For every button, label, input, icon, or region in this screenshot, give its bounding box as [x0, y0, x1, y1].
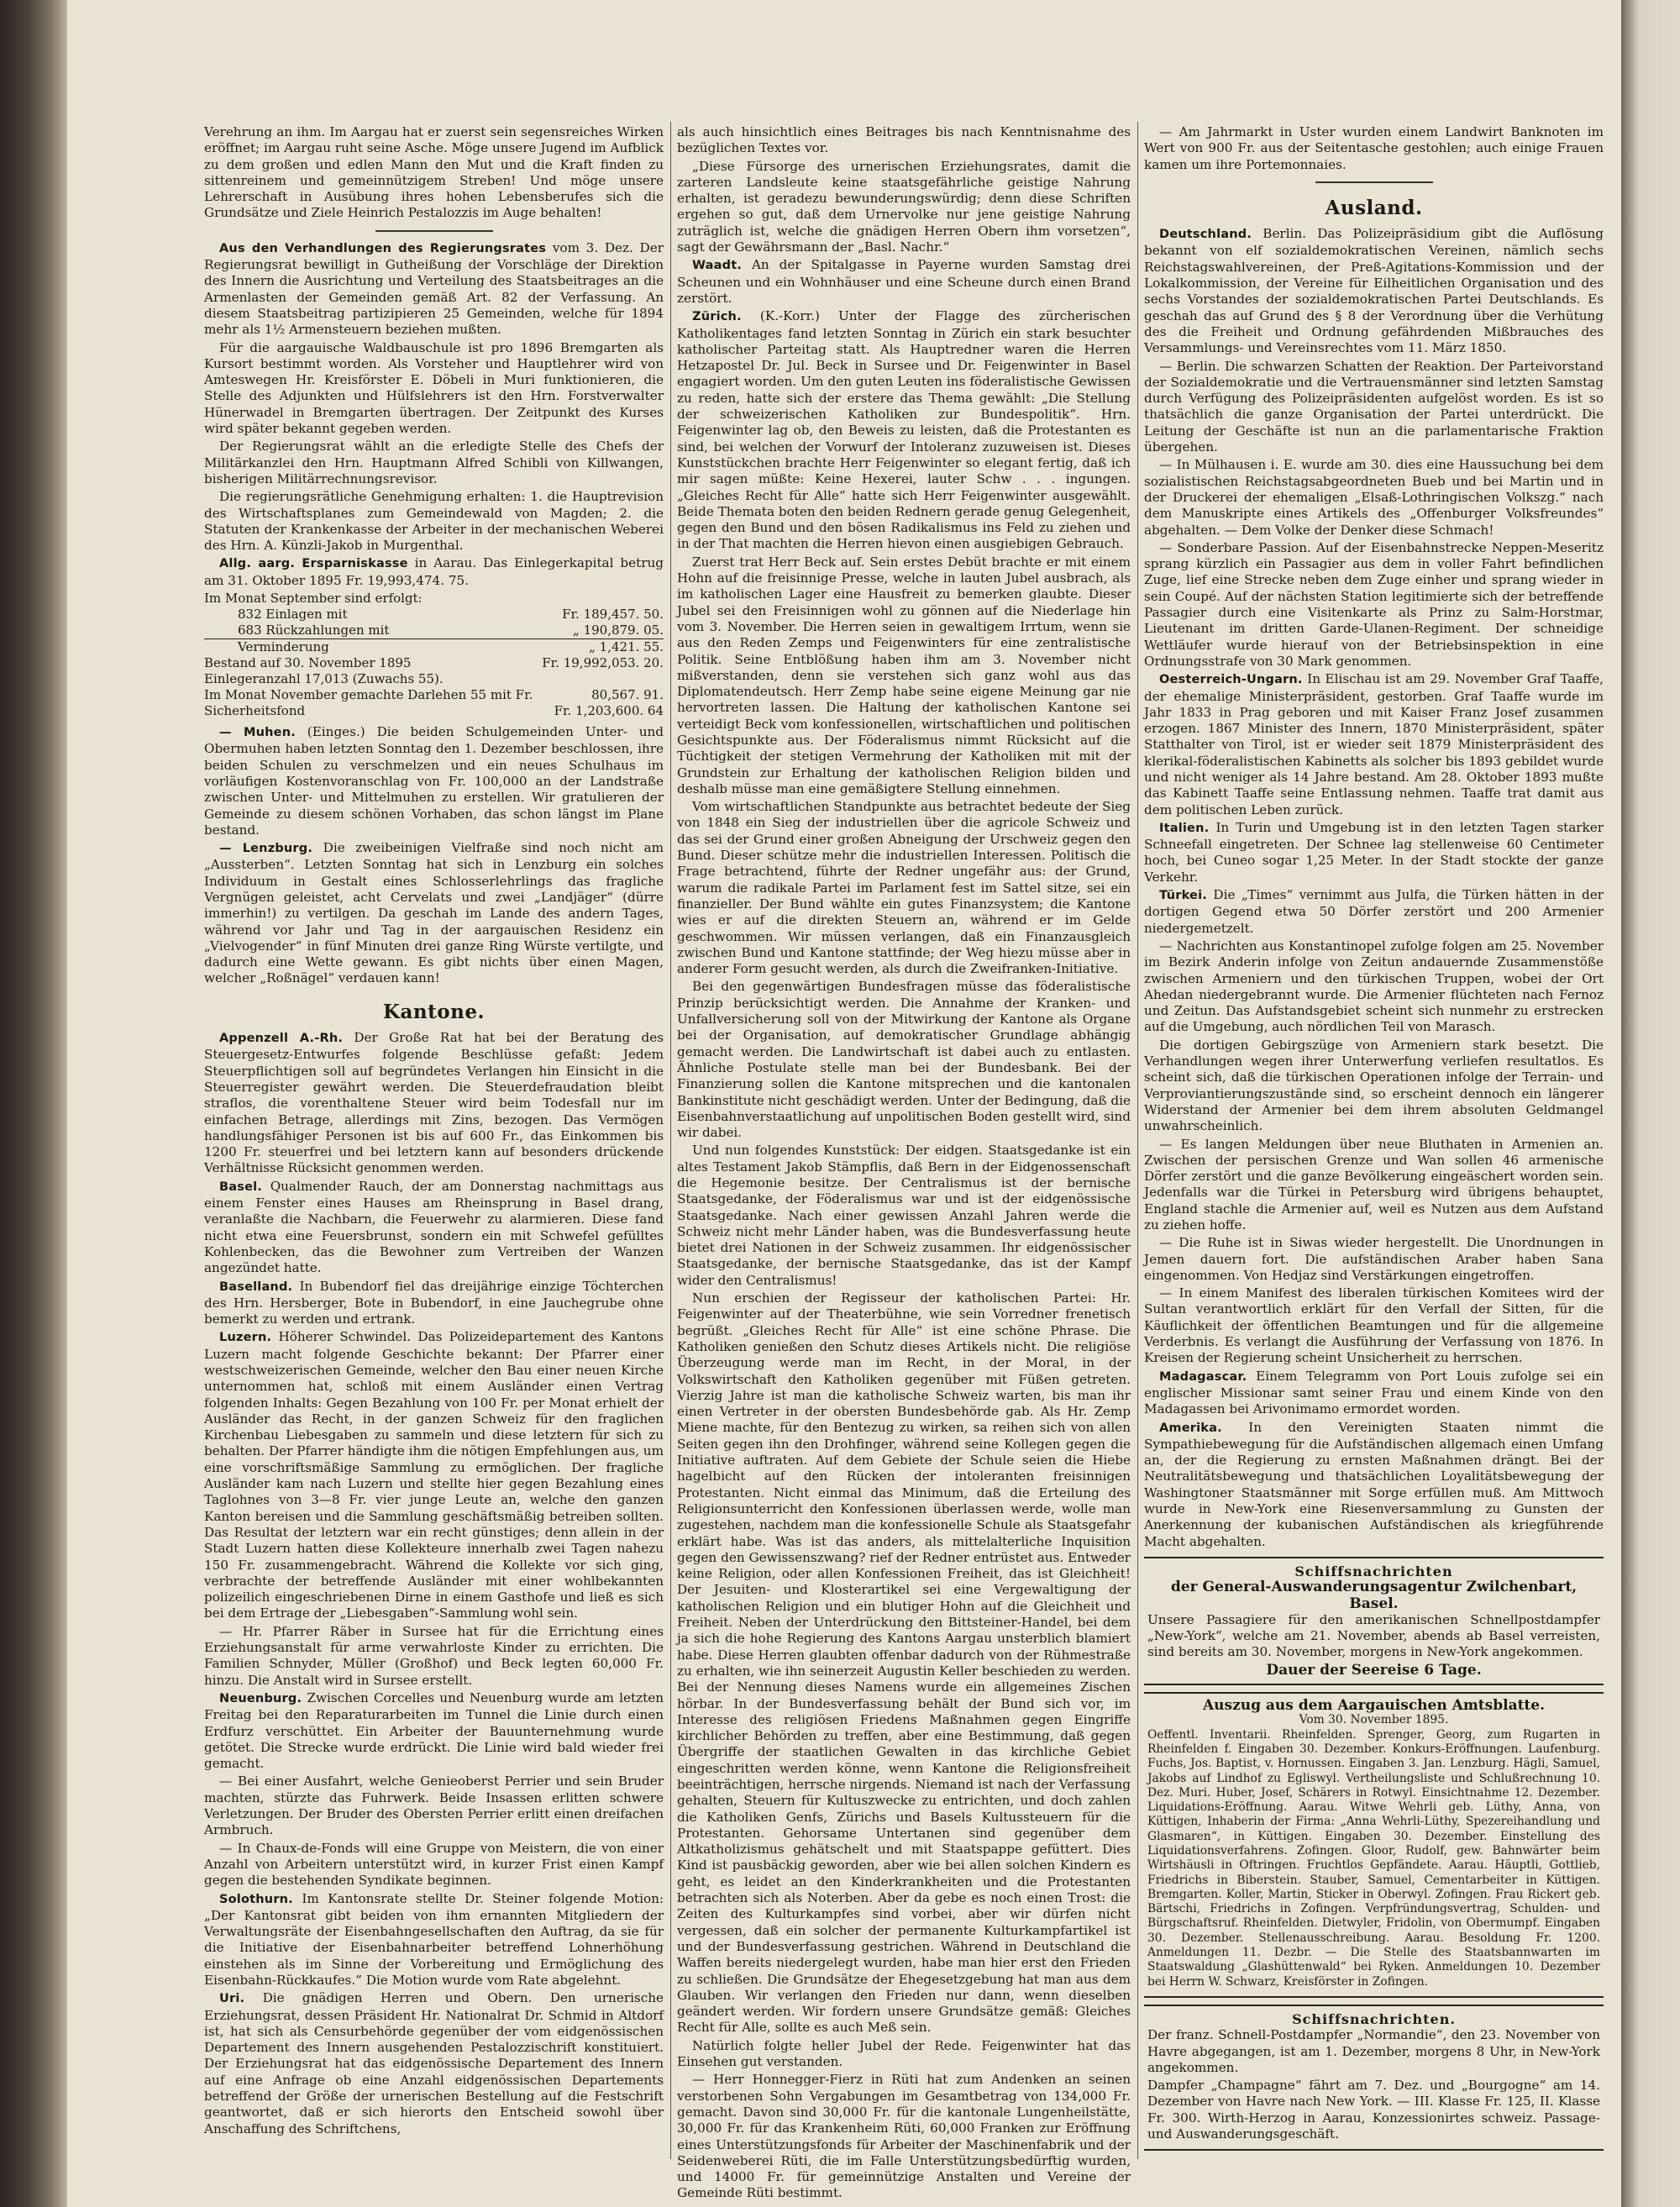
- article-keyword: — Lenzburg.: [219, 842, 313, 856]
- section-heading-ausland: Ausland.: [1325, 196, 1423, 219]
- ad-title: Schiffsnachrichten: [1294, 1563, 1453, 1579]
- article-keyword: Uri.: [219, 1992, 245, 2006]
- article-paragraph: Die regierungsrätliche Genehmigung erhalten: 1. die Hauptrevision des Wirtschaftsplanes zum Gemeindewald von Magden; 2. die Statuten der Krankenkasse der Arbeiter in der mechanischen Weberei des Hrn. A. Künzli-Jakob in Murgenthal.: [204, 489, 664, 554]
- column-3: [1144, 124, 1604, 2157]
- ledger-label: 683 Rückzahlungen mit: [238, 623, 390, 638]
- ledger-label: 832 Einlagen mit: [238, 607, 348, 623]
- article-paragraph: — In Chaux-de-Fonds will eine Gruppe von Meistern, die von einer Anzahl von Arbeitern unterstützt wird, in kurzer Frist einen Kampf gegen die bestehenden Syndikate beginnen.: [204, 1840, 664, 1889]
- article-text: In Bubendorf fiel das dreijährige einzige Töchterchen des Hrn. Hersberger, Bote in Bubendorf, in eine Jauchegrube ohne bemerkt zu werden und ertrank.: [204, 1278, 664, 1327]
- article-keyword: Neuenburg.: [219, 1691, 302, 1705]
- ledger-value: 80,567. 91.: [591, 687, 664, 703]
- article-keyword: Luzern.: [219, 1331, 272, 1345]
- article-paragraph: — Am Jahrmarkt in Uster wurden einem Landwirt Banknoten im Wert von 900 Fr. aus der Seitentasche gestohlen; auch einige Frauen kamen um ihre Portemonnaies.: [1144, 124, 1604, 172]
- article-paragraph: Vom wirtschaftlichen Standpunkte aus betrachtet bedeute der Sieg von 1848 ein Sieg der industriellen über die agricole Schweiz und das sei der Grund einer großen Abneigung der Urschweiz gegen den Bund. Dieser schütze mehr die industriellen Interessen. Politisch die Frage betrachtend, führte der Redner ungefähr aus: der Grund, warum die radikale Partei im Parlament fest im Sattel sitze, sei ein finanzieller. Der Bund wählte ein gutes Finanzsystem; die Kantone wies er auf die direkten Steuern an, während er im Gelde geschwommen. Wir müssen verlangen, daß ein Finanzausgleich zwischen Bund und Kantone stattfinde; der Weg hiezu müsse aber in anderer Form gesucht werden, als durch die Zweifranken-Initiative.: [677, 799, 1131, 977]
- book-binding: [0, 0, 67, 2207]
- ledger-heading: Im Monat September sind erfolgt:: [204, 591, 423, 607]
- article-text: Höherer Schwindel. Das Polizeidepartement des Kantons Luzern macht folgende Geschichte bekannt: Der Pfarrer einer westschweizerischen Gemeinde, welcher den Bau einer neuen Kirche unternommen hat, schloß mit einem Ausländer einen Vertrag folgenden Inhalts: Gegen Bezahlung von 100 Fr. per Monat erhielt der Ausländer das Recht, in der ganzen Schweiz für den fraglichen Kirchenbau Liebesgaben zu sammeln und diese letztern für sich zu behalten. Der Pfarrer händigte ihm die nötigen Empfehlungen aus, um eine vorschriftsmäßige Sammlung zu ermöglichen. Der fragliche Ausländer kam nach Luzern und stellte hier gegen Bezahlung eines Taglohnes von 3—8 Fr. vier junge Leute an, welche den ganzen Kanton bereisen und die Sammlung geschäftsmäßig betreiben sollten. Das Resultat der letztern war ein recht günstiges; denn allein in der Stadt Luzern hatten diese Kollekteure innerhalb zwei Tagen nahezu 150 Fr. zusammengebracht. Während die Kollekte vor sich ging, verbrachte der betreffende Ausländer mit einer wohlbekannten polizeilich eingeschriebenen Dirne in einem Gasthofe und ließ es sich bei dem Ertrage der „Liebesgaben“-Sammlung wohl sein.: [204, 1329, 664, 1621]
- shipping-notice-ad-2: [1144, 2005, 1604, 2151]
- article-text: (K.-Korr.) Unter der Flagge des zürcherischen Katholikentages fand letzten Sonntag in Zürich ein stark besuchter katholischer Parteitag statt. Als Hauptredner waren die Herren Hetzapostel Dr. Jul. Beck in Sursee und Dr. Feigenwinter in Basel engagiert worden. Um den guten Leuten ins föderalistische Gewissen zu reden, hatte sich der erstere das Thema gewählt: „Die Stellung der schweizerischen Katholiken zur Bundespolitik“. Hrn. Feigenwinter lag ob, den Beweis zu leisten, daß die Protestanten es sind, bei welchen der Vorwurf der Intoleranz zuzuweisen ist. Dieses Kunststückchen brachte Herr Feigenwinter so elegant fertig, daß ich mir sagen müßte: Keine Hexerei, lauter Schw . . . ingungen. „Gleiches Recht für Alle“ hatte sich Herr Feigenwinter ausgewählt. Beide Themata boten den beiden Rednern gerade genug Gelegenheit, gegen den Bund und den bösen Radikalismus ins Feld zu ziehen und in der That machten die Herren hievon einen ausgiebigen Gebrauch.: [677, 308, 1131, 552]
- column-1: [204, 124, 664, 2157]
- article-text: vom 3. Dez. Der Regierungsrat bewilligt in Gutheißung der Vorschläge der Direktion des Innern die Ausrichtung und Verteilung des Staatsbeitrages an die Armenlasten der Gemeinden gemäß Art. 82 der Verfassung. An diesem Staatsbeitrag partizipieren 25 Gemeinden, welche für 1894 mehr als 1½ Armensteuern beziehen mußten.: [204, 239, 664, 338]
- article-paragraph: „Diese Fürsorge des urnerischen Erziehungsrates, damit die zarteren Landsleute keine staatsgefährliche geistige Nahrung erhalten, ist geradezu bewunderungswürdig; denn diese Schriften ergehen so gut, daß dem Urnervolke nur jene geistige Nahrung zuträglich ist, welche die gnädigen Herren Obern ihm vorsetzen“, sagt der Gewährsmann der „Basl. Nachr.“: [677, 158, 1131, 255]
- ledger-label: Im Monat November gemachte Darlehen 55 mit Fr.: [204, 687, 533, 703]
- article-paragraph: Zuerst trat Herr Beck auf. Sein erstes Debüt brachte er mit einem Hohn auf die freisinnige Presse, welche in lauten Jubel ausbrach, als im katholischen Lager eine Hausfreit zu bemerken glaubte. Dieser Jubel sei den Freisinnigen wohl zu gönnen auf die Niederlage hin vom 3. November. Die Herren seien in gewaltigem Irrtum, wenn sie aus den Reden Zemps und Feigenwinters für eine zentralistische Politik. Seine Entblößung haben ihm am 3. November nicht mißverstanden, denn sie verstehen sich ganz wohl aus das Diplomatendeutsch. Herr Zemp habe seine eigene Meinung gar nie hervortreten lassen. Die Haltung der katholischen Kantone sei verteidigt Beck vom konfessionellen, wirtschaftlichen und politischen Gesichtspunkte aus. Der Föderalismus nimmt Rücksicht auf die Tüchtigkeit der stetigen Vermehrung der Katholiken mit mit der Grundstein zur Erhaltung der katholischen Religion bilden und deshalb müsse man eine gemäßigtere Stellung einnehmen.: [677, 554, 1131, 796]
- section-heading-kantone: Kantone.: [383, 1000, 485, 1023]
- article-keyword: Aus den Verhandlungen des Regierungsrates: [219, 241, 547, 255]
- article-text: In den Vereinigten Staaten nimmt die Sympathiebewegung für die Aufständischen allgemach einen Umfang an, der die Regierung zu ernsten Maßnahmen drängt. Bei der Neutralitätsbewegung und thatsächlichen Loyalitätsbewegung der Washingtoner Staatsmänner mit Sorge erfüllen muß. Am Mittwoch wurde in New-York eine Riesenversammlung zu Gunsten der Anerkennung der kubanischen Aufständischen als kriegführende Macht abgehalten.: [1144, 1419, 1604, 1549]
- divider: [1315, 181, 1433, 183]
- article-paragraph: — Sonderbare Passion. Auf der Eisenbahnstrecke Neppen-Meseritz sprang kürzlich ein Passagier aus dem in voller Fahrt befindlichen Zuge, lief eine Strecke neben dem Zuge einher und sprang wieder in sein Coupé. Auf der nächsten Station legitimierte sich der betreffende Passagier durch eine Visitenkarte als Prinz zu Salm-Horstmar, Lieutenant im dritten Garde-Ulanen-Regiment. Der schneidige Wettläufer wurde hierauf von der Betriebsinspektion in eine Ordnungsstrafe von 30 Mark genommen.: [1144, 539, 1604, 669]
- article-text: In Elischau ist am 29. November Graf Taaffe, der ehemalige Ministerpräsident, gestorben. Graf Taaffe wurde im Jahr 1833 in Prag geboren und mit Kaiser Franz Josef zusammen erzogen. 1867 Minister des Innern, 1870 Ministerpräsident, später Statthalter von Tirol, ist er wieder seit 1879 Ministerpräsident des klerikal-föderalistischen Kabinetts als solcher bis 1893 gebildet wurde und nicht weniger als 14 Jahre bestand. Am 28. Oktober 1893 mußte das Kabinett Taaffe seine Entlassung nehmen. Taaffe trat damit aus dem politischen Leben zurück.: [1144, 671, 1604, 817]
- column-rule: [670, 122, 671, 2159]
- article-text: (Einges.) Die beiden Schulgemeinden Unter- und Obermuhen haben letzten Sonntag den 1. Dezember beschlossen, ihre beiden Schulen zu verschmelzen und ein neues Schulhaus im vorläufigen Kostenvoranschlag von Fr. 100,000 an der Landstraße zwischen Unter- und Mittelmuhen zu erstellen. Wir gratulieren der Gemeinde zu diesem schönen Vorhaben, das schon längst im Plane bestand.: [204, 724, 664, 838]
- article-paragraph: — Nachrichten aus Konstantinopel zufolge folgen am 25. November im Bezirk Anderin infolge von Zeitun andauernde Zusammenstöße zwischen Armeniern und den türkischen Truppen, wobei der Ort Ahedan niedergebrannt wurde. Die Armenier flüchteten nach Fernoz und Zeitun. Das Aufstandsgebiet scheint sich nunmehr zu erstrecken auf die Umgebung, auch nördlichen Teil von Marasch.: [1144, 938, 1604, 1035]
- article-paragraph: Der Regierungsrat wählt an die erledigte Stelle des Chefs der Militärkanzlei den Hrn. Hauptmann Alfred Schibli von Killwangen, bisherigen Militärrechnungsrevisor.: [204, 439, 664, 486]
- article-keyword: Madagascar.: [1159, 1369, 1247, 1384]
- adjacent-page-edge: [1621, 0, 1680, 2207]
- article-keyword: Allg. aarg. Ersparniskasse: [219, 557, 408, 571]
- article-paragraph: Bei den gegenwärtigen Bundesfragen müsse das föderalistische Prinzip berücksichtigt werden. Die Annahme der Kranken- und Unfallversicherung soll von der Mitwirkung der Kantone als Organe bei der Organisation, auf demokratischer Grundlage abhängig gemacht werden. Die Landwirtschaft ist dabei auch zu entlasten. Ähnliche Postulate stelle man bei der Bundesbank. Bei der Finanzierung sollen die Kantone mitsprechen und die kantonalen Bankinstitute nicht geschädigt werden. Unter der Bedingung, daß die Eisenbahnverstaatlichung auf unpolitischen Boden gestellt wird, sind wir dabei.: [677, 979, 1131, 1141]
- ledger-value: Fr. 189,457. 50.: [562, 607, 664, 623]
- gazette-title: Auszug aus dem Aargauischen Amtsblatte.: [1202, 1697, 1546, 1715]
- column-rule: [1137, 122, 1138, 2159]
- article-keyword: Solothurn.: [219, 1892, 293, 1906]
- article-keyword: Basel.: [219, 1180, 262, 1194]
- article-keyword: Amerika.: [1159, 1421, 1222, 1435]
- article-keyword: Italien.: [1159, 821, 1210, 835]
- article-paragraph: Natürlich folgte heller Jubel der Rede. Feigenwinter hat das Einsehen gut verstanden.: [677, 2037, 1131, 2070]
- article-text: Im Kantonsrate stellte Dr. Steiner folgende Motion: „Der Kantonsrat gibt beiden von ihm ernannten Mitgliedern der Verwaltungsräte der Eisenbahngesellschaften den Auftrag, da sie für die Initiative der Eisenbahnarbeiter betreffend Lohnerhöhung einstehen als im Sinne der Vorbereitung und Ermöglichung des Eisenbahn-Rückkaufes.“ Die Motion wurde vom Rate abgelehnt.: [204, 1890, 664, 1988]
- divider: [375, 230, 493, 232]
- article-text: in Aarau. Das Einlegerkapital betrug am 31. Oktober 1895: [204, 555, 664, 588]
- article-paragraph: — Herr Honnegger-Fierz in Rüti hat zum Andenken an seinen verstorbenen Sohn Vergabungen im Gesamtbetrag von 134,000 Fr. gemacht. Davon sind 30,000 Fr. für die kantonale Lungenheilstätte, 30,000 Fr. für das Krankenheim Rüti, 60,000 Franken zur Eröffnung eines Unterstützungsfonds für Arbeiter der Maschinenfabrik und der Seidenweberei Rüti, die im Falle Unterstützungsbedürftig wurden, und 14000 Fr. für gemeinnützige Anstalten und Vereine der Gemeinde Rüti bestimmt.: [677, 2072, 1131, 2201]
- article-keyword: Appenzell A.-Rh.: [219, 1032, 344, 1046]
- article-paragraph: als auch hinsichtlich eines Beitrages bis nach Kenntnisnahme des bezüglichen Textes vor.: [677, 124, 1131, 156]
- ad-agency: der General-Auswanderungsagentur Zwilchenbart, Basel.: [1170, 1579, 1578, 1612]
- article-paragraph: — Hr. Pfarrer Räber in Sursee hat für die Errichtung eines Erziehungsanstalt für arme verwahrloste Kinder zu errichten. Die Familien Schnyder, Müller (Großhof) und Beck legten 60,000 Fr. hinzu. Die Anstalt wird in Sursee erstellt.: [204, 1623, 664, 1688]
- article-text: In Turin und Umgebung ist in den letzten Tagen starker Schneefall eingetreten. Der Schnee lag stellenweise 60 Centimeter hoch, bei Cuneo sogar 1,25 Meter. In der Stadt stockte der ganze Verkehr.: [1144, 819, 1604, 885]
- ledger-label: Verminderung: [238, 639, 329, 655]
- ledger-label: Einlegeranzahl 17,013 (Zuwachs 55).: [204, 671, 444, 687]
- column-2: [677, 124, 1131, 2201]
- article-paragraph: Verehrung an ihm. Im Aargau hat er zuerst sein segensreiches Wirken eröffnet; im Aargau ruht seine Asche. Möge unsere Jugend im Aufblick zu dem großen und edlen Mann den Mut und die Kraft finden zu sittenreinem und gemeinnützigem Streben! Und möge unsere Lehrerschaft in Ausübung ihres hohen Lebensberufes sich die Grundsätze und Ziele Heinrich Pestalozzis im Auge behalten!: [204, 124, 664, 221]
- article-keyword: Baselland.: [219, 1280, 293, 1294]
- article-text: Qualmender Rauch, der am Donnerstag nachmittags aus einem Fenster eines Hauses am Rheinsprung in Basel drang, veranlaßte die Nachbarn, die Feuerwehr zu alarmieren. Diese fand nicht etwa eine Feuersbrunst, sondern ein mit Schwefel gefülltes Kohlenbecken, das die Bewohner zum Vertreiben der Wanzen angezündet hatte.: [204, 1178, 664, 1276]
- article-paragraph: Nun erschien der Regisseur der katholischen Partei: Hr. Feigenwinter auf der Theaterbühne, wie sein Vorredner frenetisch begrüßt. „Gleiches Recht für Alle“ ist eine schöne Phrase. Die Katholiken genießen den Schutz dieses Artikels nicht. Die religiöse Überzeugung werde man im Recht, in der Moral, in der Volkswirtschaft den Katholiken gegenüber mit Füßen getreten. Vierzig Jahre ist man die katholische Schweiz warten, bis man ihr einen Vertreter in der obersten Bundesbehörde gab. Als Hr. Zemp Miene machte, für den Bentezug zu wirken, sa reihen sich von allen Seiten gegen ihn den Drohfinger, während seine Kollegen gegen die Initiative auftraten. Auf dem Gebiete der Schule seien die Hiebe hagelbicht auf den Rücken der intoleranten freisinnigen Protestanten. Nicht einmal das Minimum, daß die Erteilung des Religionsunterricht den Konfessionen überlassen werde, wolle man zugestehen, nachdem man die konfessionelle Schule als Staatsgefahr erklärt habe. Was ist das anders, als mittelalterliche Inquisition gegen den Gewissenszwang? rief der Redner entrüstet aus. Entweder keine Religion, oder allen Konfessionen Freiheit, das ist Gleichheit! Der Jesuiten- und Klosterartikel sei eine Vergewaltigung der katholischen Religion und ein blutiger Hohn auf die Gleichheit und Freiheit. Neben der Unterdrückung den Bittsteiner-Handel, bei dem ja sich die hohe Regierung des Kantons Aargau unsterblich blamiert habe. Diese Herren glaubten offenbar dadurch von der Rühmestraße zu erhalten, wie ihn seinerzeit Augustin Keller beschieden zu werden. Bei der Nennung dieses Namens wurde ein allgemeines Zischen hörbar. In der Bundesverfassung behält der Bund sich vor, im Interesse des religiösen Friedens Maßnahmen gegen Eingriffe kirchlicher Behörden zu treffen, aber eine Bestimmung, daß gegen Übergriffe der staatlichen Gewalten in das kirchliche Gebiet eingeschritten werden könne, wenn Kantone die Religionsfreiheit beeinträchtigen, herrsche nirgends. Niemand ist nach der Verfassung gehalten, Steuern für Kultuszwecke zu entrichten, und doch zahlen die Katholiken Genfs, Zürichs und Basels Kultussteuern für die Protestanten. Gehorsame Untertanen sind gegenüber dem Altkatholizismus gehätschelt und mit Staatspappe gefüttert. Dies Kind ist pausbäckig geworden, aber wie bei allen solchen Kindern es geht, es leidet an den Kinderkrankheiten und die Protestanten betrachten sich als Noterben. Aber da gebe es noch einen Trost: die Zeiten des Kulturkampfes sind vorbei, aber wir dürfen nicht vergessen, daß ein solcher der permanente Kulturkampfartikel ist und der Bundesverfassung gestrichen. Während in Deutschland die Waffen bereits niedergelegt wurden, habe man hier erst den Frieden zu schließen. Die Grundsätze der Ehegesetzgebung hat man aus dem Glauben. Wir verlangen den Frieden nur dann, wenn dieselben geändert werden. Wir fordern unsere Grundsätze gemäß: Gleiches Recht für Alle, sollte es auch Meß sein.: [677, 1290, 1131, 2036]
- article-text: Die gnädigen Herren und Obern. Den urnerische Erziehungsrat, dessen Präsident Hr. Nationalrat Dr. Schmid in Altdorf ist, hat sich als Censurbehörde gegenüber der vom eidgenössischen Departement des Innern ausgehenden Pestalozzischrift konstituiert. Der Erziehungsrat hat das eidgenössische Departement des Innern auf eine Anfrage ob eine Anzahl eidgenössischen Departements betreffend der Größe der urnerischen Bestellung auf die Festschrift geantwortet, daß er sich hierorts den Entscheid sowohl über Anschaffung des Schriftchens,: [204, 1990, 664, 2136]
- article-paragraph: Die dortigen Gebirgszüge von Armeniern stark besetzt. Die Verhandlungen wegen ihrer Unterwerfung verliefen resultatlos. Es scheint sich, daß die türkischen Operationen infolge der Terrain- und Verproviantierungszustände sind, so erscheint dennoch ein längerer Widerstand der Armenier bei dem ihrem absoluten Geldmangel unwahrscheinlich.: [1144, 1037, 1604, 1134]
- ad-title: Schiffsnachrichten.: [1292, 2010, 1456, 2027]
- ledger-value: „ 1,421. 55.: [589, 639, 664, 655]
- ledger-label: Bestand auf 30. November 1895: [204, 655, 412, 671]
- ledger-value: Fr. 19,993,474. 75.: [345, 572, 470, 588]
- ad-text: Unsere Passagiere für den amerikanischen Schnellpostdampfer „New-York“, welche am 21. November, abends ab Basel verreisten, sind bereits am 30. November, morgens in New-York angekommen.: [1147, 1611, 1600, 1660]
- shipping-notice-ad: [1144, 1557, 1604, 1685]
- article-text: Der Große Rat hat bei der Beratung des Steuergesetz-Entwurfes folgende Beschlüsse gefaßt: Jedem Steuerpflichtigen soll auf begründetes Verlangen hin Einsicht in die Steuerregister gewährt werden. Die Steuerdefraudation bleibt straflos, die vorenthaltene Steuer wird beim Todesfall nur im einfachen Betrage, allerdings mit Zins, bezogen. Das Vermögen handlungsfähiger Personen ist bis auf 600 Fr., das Einkommen bis 1200 Fr. steuerfrei und bei letztern kann auf besonders drückende Verhältnisse Rücksicht genommen werden.: [204, 1030, 664, 1176]
- article-paragraph: — Berlin. Die schwarzen Schatten der Reaktion. Der Parteivorstand der Sozialdemokratie und die Vertrauensmänner sind letzten Samstag durch Verfügung des Polizeipräsidenten aufgelöst worden. Es ist so thatsächlich die ganze Organisation der Partei unterdrückt. Die Leitung der Geschäfte ist nun an die parlamentarische Fraktion übergehen.: [1144, 358, 1604, 455]
- article-paragraph: — In einem Manifest des liberalen türkischen Komitees wird der Sultan verantwortlich erklärt für den Verfall der Sitten, für die Käuflichkeit der öffentlichen Beamtungen und für die allgemeine Verderbnis. Es verlangt die Ausführung der Verfassung von 1876. In Kreisen der Regierung scheint Unsicherheit zu herrschen.: [1144, 1285, 1604, 1366]
- article-paragraph: — Bei einer Ausfahrt, welche Genieoberst Perrier und sein Bruder machten, stürzte das Fuhrwerk. Beide Insassen erlitten schwere Verletzungen. Der Bruder des Obersten Perrier erlitt einen dreifachen Armbruch.: [204, 1773, 664, 1838]
- article-paragraph: — Die Ruhe ist in Siwas wieder hergestellt. Die Unordnungen in Jemen dauern fort. Die aufständischen Araber haben Sana eingenommen. Von Hedjaz sind Verstärkungen eingetroffen.: [1144, 1235, 1604, 1283]
- article-keyword: — Muhen.: [219, 726, 296, 740]
- ad-duration: Dauer der Seereise 6 Tage.: [1266, 1661, 1482, 1679]
- gazette-date: Vom 30. November 1895.: [1299, 1713, 1449, 1727]
- article-keyword: Oesterreich-Ungarn.: [1159, 673, 1303, 687]
- article-paragraph: — In Mülhausen i. E. wurde am 30. dies eine Haussuchung bei dem sozialistischen Reichstagsabgeordneten Bueb und bei Martin und in der Druckerei der ehemaligen „Elsaß-Lothringischen Volkszg.“ nach dem Manuskripte eines Artikels des „Offenburger Volksfreundes“ abgehalten. — Dem Volke der Denker diese Schmach!: [1144, 457, 1604, 538]
- article-text: Berlin. Das Polizeipräsidium gibt die Auflösung bekannt von elf sozialdemokratischen Vereinen, nämlich sechs Reichstagswahlvereinen, der Preß-Agitations-Kommission und der Lokalkommission, der Vereine für Eilheitlichen Organisation und des sechs Vorstandes der sozialdemokratischen Partei Deutschlands. Es geschah das auf Grund des § 8 der Verordnung über die Verhütung des die Freiheit und Ordnung gefährdenden Mißbrauches des Versammlungs- und Vereinsrechtes vom 11. März 1850.: [1144, 226, 1604, 356]
- ledger-label: Sicherheitsfond: [204, 703, 306, 719]
- article-paragraph: — Es langen Meldungen über neue Bluthaten in Armenien an. Zwischen der persischen Grenze und Wan sollen 46 armenische Dörfer zerstört und die ganze Bevölkerung eingeäschert worden sein. Jedenfalls war die Türkei in Petersburg wird übrigens behauptet, England stachle die Armenier auf, weil es Nutzen aus dem Aufstand zu ziehen hoffe.: [1144, 1136, 1604, 1232]
- article-keyword: Zürich.: [692, 310, 742, 324]
- ad-text: Der franz. Schnell-Postdampfer „Normandie“, den 23. November von Havre abgegangen, ist am 1. Dezember, morgens 8 Uhr, in New-York angekommen.: [1147, 2027, 1600, 2075]
- article-keyword: Waadt.: [692, 259, 743, 273]
- article-text: Die „Times“ vernimmt aus Julfa, die Türken hätten in der dortigen Gegend etwa 50 Dörfer zerstört und 200 Armenier niedergemetzelt.: [1144, 887, 1604, 936]
- ad-text: Dampfer „Champagne“ fährt am 7. Dez. und „Bourgogne“ am 14. Dezember von Havre nach New York. — III. Klasse Fr. 125, II. Klasse Fr. 300. Wirth-Herzog in Aarau, Konzessionirtes schweiz. Passage- und Auswanderungsgeschäft.: [1147, 2078, 1600, 2142]
- article-text: Die zweibeinigen Vielfraße sind noch nicht am „Aussterben“. Letzten Sonntag hat sich in Lenzburg ein solches Individuum in Gestalt eines Schlosserlehrlings das fragliche Vergnügen geleistet, acht Cervelats und zwei „Landjäger“ (dürre immerhin!) zu vertilgen. Da geschah im Lande des andern Tages, während vor Jahr und Tag in der aargauischen Residenz ein „Vielvogender“ in fünf Minuten drei ganze Ring Würste vertilgte, und dadurch eine Wette gewann. Es gibt nichts über einen Magen, welcher „Roßnägel“ verdauen kann!: [204, 840, 664, 986]
- gazette-text: Oeffentl. Inventarii. Rheinfelden. Sprenger, Georg, zum Rugarten in Rheinfelden f. Eingaben 30. Dezember. Konkurs-Eröffnungen. Laufenburg. Fuchs, Jos. Baptist, v. Hornussen. Eingaben 3. Jan. Lenzburg. Hägli, Samuel, Jakobs auf Lindhof zu Egliswyl. Vertheilungsliste und Schlußrechnung 10. Dez. Muri. Huber, Josef, Schärers in Rotwyl. Einsichtnahme 12. Dezember. Liquidations-Eröffnung. Aarau. Witwe Wehrli geb. Lüthy, Anna, von Küttigen, Inhaberin der Firma: „Anna Wehrli-Lüthy, Spezereihandlung und Glasmaren“, in Küttigen. Eingaben 30. Dezember. Einstellung des Liquidationsverfahrens. Zofingen. Gloor, Rudolf, gew. Bahnwärter beim Wirtshäusli in Oftringen. Fruchtlos Gepfändete. Aarau. Häuptli, Gottlieb, Friedrichs in Biberstein. Stauber, Samuel, Cementarbeiter in Küttigen. Bremgarten. Koller, Martin, Sticker in Oberwyl. Zofingen. Frau Rickert geb. Bärtschi, Friedrichs in Zofingen. Verpfründungsvertrag, Schulden- und Bürgschaftsruf. Rheinfelden. Dietwyler, Fridolin, von Obermumpf. Eingaben 30. Dezember. Stellenausschreibung. Aarau. Besoldung Fr. 1200. Anmeldungen 11. Dezbr. — Die Stelle des Staatsbannwarten im Staatswaldung „Glashüttenwald“ bei Ryken. Anmeldungen 10. Dezember bei Herrn W. Schwarz, Kreisförster in Zofingen.: [1147, 1727, 1600, 1989]
- article-keyword: Deutschland.: [1159, 228, 1252, 242]
- article-text: Zwischen Corcelles und Neuenburg wurde am letzten Freitag bei den Reparaturarbeiten im Tunnel die Linie durch einen Erdfurz verschüttet. Ein Arbeiter der Bauunternehmung wurde getötet. Die Strecke wurde erdrückt. Die Linie wird bald wieder frei gemacht.: [204, 1689, 664, 1772]
- ledger-value: Fr. 19,992,053. 20.: [542, 655, 664, 671]
- article-keyword: Türkei.: [1159, 889, 1207, 903]
- ledger-value: „ 190,879. 05.: [573, 623, 664, 638]
- article-paragraph: Für die aargauische Waldbauschule ist pro 1896 Bremgarten als Kursort bestimmt worden. Als Vorsteher und Hauptlehrer wird von Amteswegen Hr. Kreisförster E. Döbeli in Muri funktionieren, die Stelle des Adjunkten und Hülfslehrers ist den Hrn. Forstverwalter Hünerwadel in Bremgarten übertragen. Der Zeitpunkt des Kurses wird später bekannt gegeben werden.: [204, 339, 664, 437]
- article-text: Einem Telegramm von Port Louis zufolge sei ein englischer Missionar samt seiner Frau und einem Kinde von den Madagassen bei Arivonimamo ermordet worden.: [1144, 1368, 1604, 1417]
- official-gazette-excerpt: [1144, 1692, 1604, 1998]
- article-paragraph: Und nun folgendes Kunststück: Der eidgen. Staatsgedanke ist ein altes Testament Jakob Stämpflis, daß Bern in der Eidgenossenschaft die Hegemonie besitze. Der Centralismus ist der bernische Staatsgedanke, der Föderalismus war und ist der eidgenössische Staatsgedanke. Nach einer gewissen Anzahl Jahren werde die Schweiz nicht mehr Länder haben, was die Bundesverfassung heute bietet drei Nationen in der Schweiz zusammen. Ihr eidgenössischer Staatsgedanke, der bernische Staatsgedanke, das ist der Kampf wider den Centralismus!: [677, 1143, 1131, 1288]
- ledger-value: Fr. 1,203,600. 64: [554, 703, 664, 719]
- savings-ledger: [204, 591, 664, 719]
- article-text: An der Spitalgasse in Payerne wurden Samstag drei Scheunen und ein Wohnhäuser und eine Scheune durch einen Brand zerstört.: [677, 257, 1131, 306]
